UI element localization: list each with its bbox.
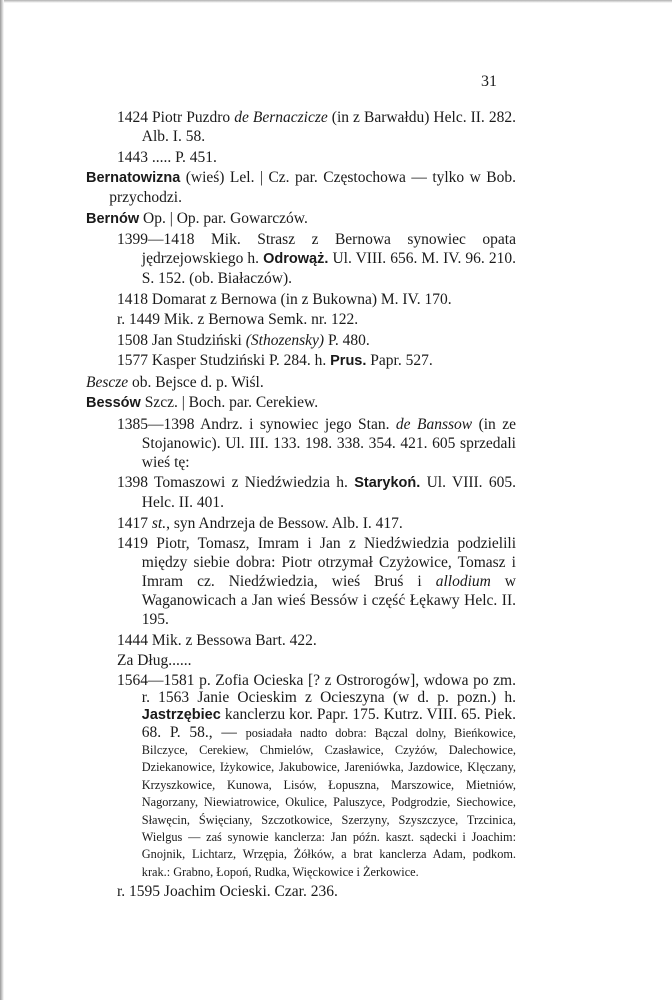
entry-line: 1508 Jan Studziński (Sthozensky) P. 480. bbox=[117, 331, 370, 349]
entry-line: 1398 Tomaszowi z Niedźwiedzia h. Starykoń. Ul. VIII. 605. Helc. II. 401. bbox=[117, 474, 516, 511]
text-column bbox=[86, 108, 516, 902]
entry-line: 1417 st., syn Andrzeja de Bessow. Alb. I. 417. bbox=[117, 514, 403, 532]
page-number: 31 bbox=[481, 73, 497, 90]
scan-shadow-top bbox=[0, 0, 672, 3]
entry-line: 1444 Mik. z Bessowa Bart. 422. bbox=[117, 631, 317, 649]
entry-line: 1419 Piotr, Tomasz, Imram i Jan z Niedźwiedzia podzielili między siebie dobra: Piotr otrzymał Czyżowice, Tomasz i Imram cz. Niedźwiedzia, wieś Bruś i allodium w Waganowicach a Jan wieś Bessów i część Łękawy Helc. II. 195. bbox=[117, 535, 516, 628]
entry-line: 1424 Piotr Puzdro de Bernaczicze (in z Barwałdu) Helc. II. 282. Alb. I. 58. bbox=[117, 109, 516, 145]
entry-line: 1564—1581 p. Zofia Ocieska [? z Ostrorogów], wdowa po zm. r. 1563 Janie Ocieskim z Ocieszyna (w d. p. pozn.) h. Jastrzębiec kanclerzu kor. Papr. 175. Kutrz. VIII. 65. Piek. 68. P. 58., — posiadała nadto dobra: Bączal dolny, Bieńkowice, Bilczyce, Cerekiew, Chmielów, Czasławice, Czyżów, Dalechowice, Dziekanowice, Iżykowice, Jakubowice, Jareniówka, Jazdowice, Klęczany, Krzyszkowice, Kunowa, Lisów, Łopuszna, Marszowice, Mietniów, Nagorzany, Niewiatrowice, Okulice, Paluszyce, Podgrodzie, Siechowice, Sławęcin, Święciany, Szczotkowice, Szerzyny, Szyszczyce, Trzcinica, Wielgus — zaś synowie kanclerza: Jan późn. kaszt. sądecki i Joachim: Gnojnik, Lichtarz, Wrzępia, Żółków, a brat kanclerza Adam, podkom. krak.: Grabno, Łopoń, Rudka, Więckowice i Żerkowice. bbox=[117, 671, 516, 879]
scan-shadow-left bbox=[0, 0, 4, 1000]
entry-line: 1399—1418 Mik. Strasz z Bernowa synowiec opata jędrzejowskiego h. Odrowąż. Ul. VIII. 656. M. IV. 96. 210. S. 152. (ob. Białaczów). bbox=[117, 231, 516, 287]
entry-line: 1577 Kasper Studziński P. 284. h. Prus. Papr. 527. bbox=[117, 352, 433, 369]
entry-line: r. 1595 Joachim Ocieski. Czar. 236. bbox=[117, 882, 338, 900]
entry-line: r. 1449 Mik. z Bernowa Semk. nr. 122. bbox=[117, 311, 359, 328]
entry-line: Za Dług...... bbox=[117, 652, 192, 669]
entry-heading: Bescze ob. Bejsce d. p. Wiśl. bbox=[86, 373, 264, 391]
entry-heading: Bernatowizna (wieś) Lel. | Cz. par. Częstochowa — tylko w Bob. przychodzi. bbox=[86, 169, 516, 206]
entry-heading: Bessów Szcz. | Boch. par. Cerekiew. bbox=[86, 394, 319, 411]
entry-line: 1418 Domarat z Bernowa (in z Bukowna) M. IV. 170. bbox=[117, 290, 452, 308]
entry-heading: Bernów Op. | Op. par. Gowarczów. bbox=[86, 209, 308, 227]
entry-line: 1385—1398 Andrz. i synowiec jego Stan. de Banssow (in ze Stojanowic). Ul. III. 133. 198. 338. 354. 421. 605 sprzedali wieś tę: bbox=[117, 415, 516, 471]
entry-line: 1443 ..... P. 451. bbox=[117, 148, 217, 166]
